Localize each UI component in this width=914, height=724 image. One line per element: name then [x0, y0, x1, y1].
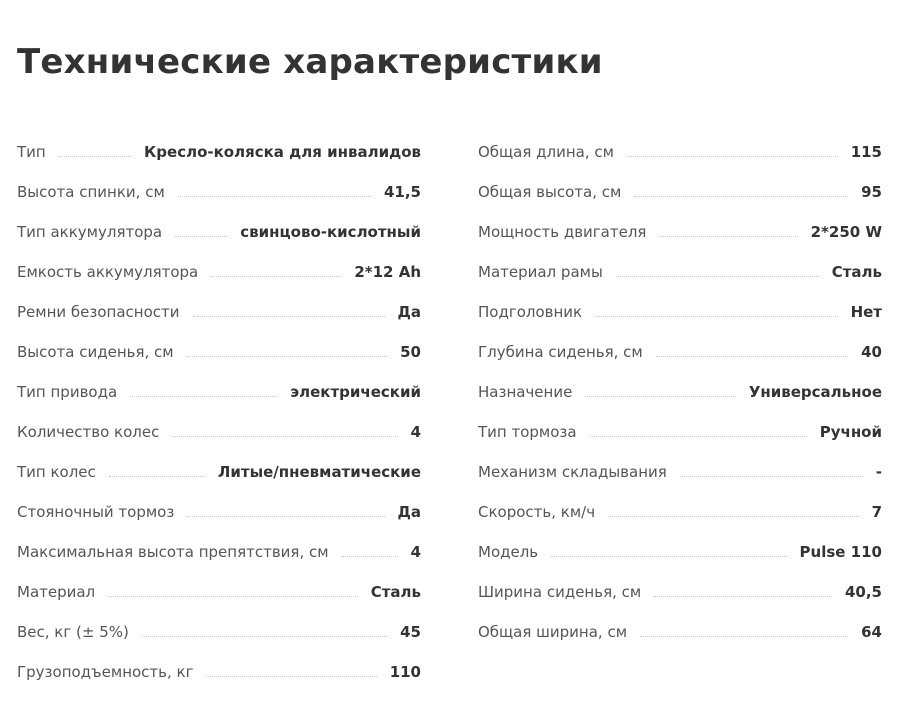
spec-row — [17, 212, 421, 252]
spec-value: 45 — [400, 623, 421, 641]
dotted-leader — [640, 636, 848, 637]
spec-value: Да — [397, 503, 421, 521]
spec-row — [478, 212, 882, 252]
spec-label: Высота спинки, см — [17, 183, 165, 201]
spec-label: Тип колес — [17, 463, 96, 481]
spec-label: Скорость, км/ч — [478, 503, 596, 521]
dotted-leader — [656, 356, 848, 357]
spec-row — [478, 172, 882, 212]
spec-row — [478, 132, 882, 172]
spec-row — [478, 292, 882, 332]
spec-value: Литые/пневматические — [217, 463, 421, 481]
spec-label: Глубина сиденья, см — [478, 343, 643, 361]
dotted-leader — [130, 396, 277, 397]
dotted-leader — [342, 556, 398, 557]
dotted-leader — [187, 356, 388, 357]
spec-value: Сталь — [831, 263, 882, 281]
dotted-leader — [659, 236, 797, 237]
spec-label: Материал — [17, 583, 96, 601]
spec-row — [17, 572, 421, 612]
dotted-leader — [608, 516, 858, 517]
spec-value: 2*250 W — [810, 223, 882, 241]
spec-row — [478, 412, 882, 452]
dotted-leader — [178, 196, 371, 197]
dotted-leader — [172, 436, 397, 437]
spec-label: Количество колес — [17, 423, 160, 441]
spec-label: Механизм складывания — [478, 463, 667, 481]
spec-label: Назначение — [478, 383, 573, 401]
spec-value: 4 — [410, 423, 421, 441]
dotted-leader — [187, 516, 384, 517]
spec-row — [478, 492, 882, 532]
spec-value: - — [875, 463, 882, 481]
dotted-leader — [59, 156, 131, 157]
spec-value: Pulse 110 — [799, 543, 882, 561]
spec-value: Универсальное — [748, 383, 882, 401]
spec-value: 50 — [400, 343, 421, 361]
spec-value: 64 — [861, 623, 882, 641]
spec-row — [17, 372, 421, 412]
spec-label: Тип — [17, 143, 46, 161]
spec-row — [478, 332, 882, 372]
dotted-leader — [193, 316, 385, 317]
spec-label: Тип привода — [17, 383, 118, 401]
spec-label: Тип тормоза — [478, 423, 577, 441]
spec-label: Максимальная высота препятствия, см — [17, 543, 329, 561]
spec-label: Общая ширина, см — [478, 623, 628, 641]
dotted-leader — [595, 316, 837, 317]
dotted-leader — [680, 476, 863, 477]
spec-row — [478, 532, 882, 572]
dotted-leader — [590, 436, 807, 437]
dotted-leader — [627, 156, 838, 157]
dotted-leader — [585, 396, 736, 397]
spec-value: Да — [397, 303, 421, 321]
spec-value: электрический — [290, 383, 421, 401]
spec-row — [478, 252, 882, 292]
spec-row — [478, 612, 882, 652]
spec-label: Модель — [478, 543, 539, 561]
spec-label: Емкость аккумулятора — [17, 263, 199, 281]
spec-label: Грузоподъемность, кг — [17, 663, 194, 681]
spec-value: 2*12 Ah — [354, 263, 421, 281]
spec-label: Высота сиденья, см — [17, 343, 174, 361]
dotted-leader — [551, 556, 786, 557]
spec-row — [17, 172, 421, 212]
spec-label: Ширина сиденья, см — [478, 583, 642, 601]
spec-value: 7 — [871, 503, 882, 521]
spec-label: Материал рамы — [478, 263, 603, 281]
dotted-leader — [634, 196, 848, 197]
dotted-leader — [142, 636, 387, 637]
spec-label: Общая длина, см — [478, 143, 614, 161]
spec-row — [17, 652, 421, 692]
dotted-leader — [206, 676, 376, 677]
spec-label: Тип аккумулятора — [17, 223, 163, 241]
spec-value: 41,5 — [383, 183, 421, 201]
spec-label: Стояночный тормоз — [17, 503, 175, 521]
spec-value: свинцово-кислотный — [240, 223, 421, 241]
spec-row — [17, 612, 421, 652]
dotted-leader — [654, 596, 832, 597]
page-title: Технические характеристики — [17, 42, 603, 82]
spec-value: Ручной — [819, 423, 882, 441]
spec-label: Общая высота, см — [478, 183, 622, 201]
spec-row — [17, 332, 421, 372]
spec-row — [17, 252, 421, 292]
dotted-leader — [108, 596, 358, 597]
spec-list-right — [478, 132, 882, 652]
spec-row — [478, 372, 882, 412]
dotted-leader — [211, 276, 341, 277]
dotted-leader — [175, 236, 227, 237]
spec-list-left — [17, 132, 421, 692]
spec-row — [478, 452, 882, 492]
spec-value: Кресло-коляска для инвалидов — [144, 143, 421, 161]
dotted-leader — [109, 476, 205, 477]
spec-label: Ремни безопасности — [17, 303, 180, 321]
spec-row — [17, 452, 421, 492]
spec-value: 95 — [861, 183, 882, 201]
spec-value: 40 — [861, 343, 882, 361]
dotted-leader — [616, 276, 819, 277]
spec-row — [17, 132, 421, 172]
spec-row — [17, 292, 421, 332]
spec-value: 115 — [850, 143, 882, 161]
spec-row — [17, 492, 421, 532]
spec-row — [17, 412, 421, 452]
spec-value: 110 — [389, 663, 421, 681]
spec-value: 40,5 — [844, 583, 882, 601]
spec-value: Нет — [850, 303, 882, 321]
spec-value: 4 — [410, 543, 421, 561]
spec-row — [17, 532, 421, 572]
spec-row — [478, 572, 882, 612]
spec-label: Подголовник — [478, 303, 583, 321]
spec-label: Мощность двигателя — [478, 223, 647, 241]
spec-value: Сталь — [370, 583, 421, 601]
spec-label: Вес, кг (± 5%) — [17, 623, 129, 641]
